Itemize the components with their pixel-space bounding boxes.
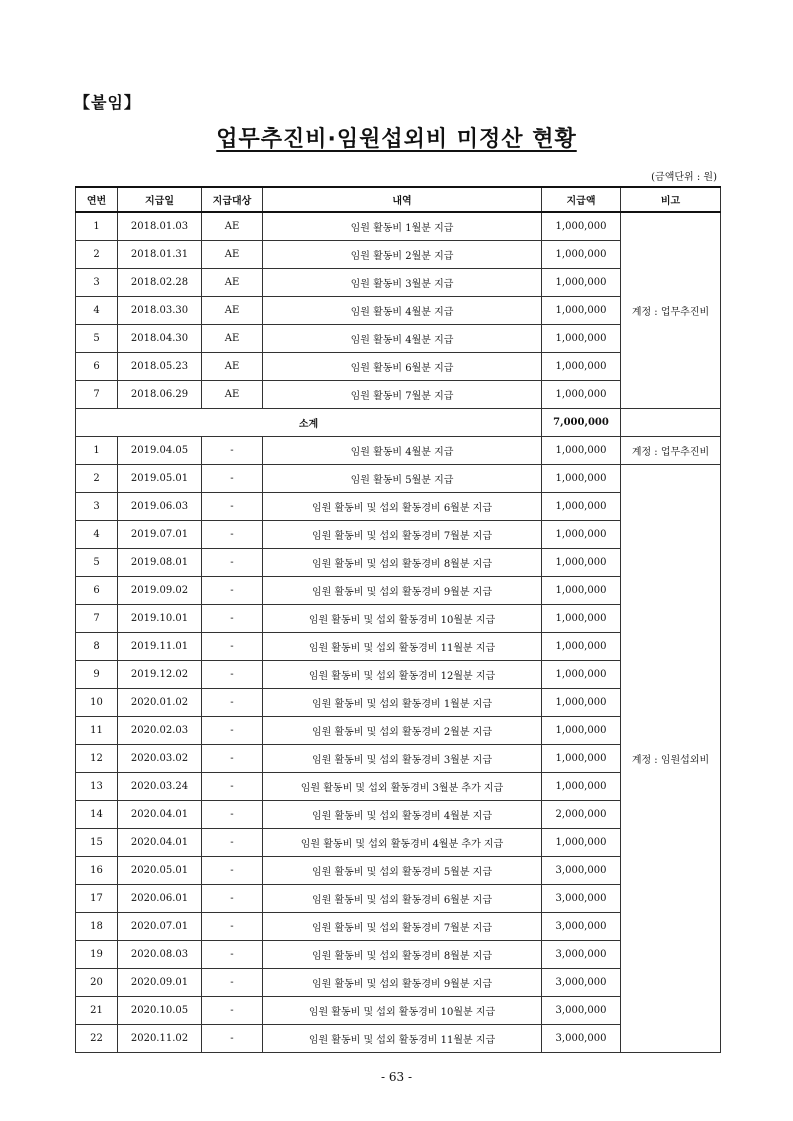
row-desc: 임원 활동비 5월분 지급 bbox=[263, 465, 542, 493]
row-date: 2020.01.02 bbox=[118, 689, 202, 717]
row-desc: 임원 활동비 및 섭외 활동경비 6월분 지급 bbox=[263, 493, 542, 521]
row-target: - bbox=[202, 885, 263, 913]
row-no: 9 bbox=[76, 661, 118, 689]
table-row bbox=[76, 465, 721, 493]
row-no: 3 bbox=[76, 269, 118, 297]
row-no: 4 bbox=[76, 297, 118, 325]
row-amount: 1,000,000 bbox=[542, 381, 621, 409]
row-no: 1 bbox=[76, 437, 118, 465]
row-remark: 계정 : 업무추진비 bbox=[621, 212, 721, 409]
row-desc: 임원 활동비 및 섭외 활동경비 10월분 지급 bbox=[263, 605, 542, 633]
row-no: 2 bbox=[76, 465, 118, 493]
row-date: 2020.07.01 bbox=[118, 913, 202, 941]
row-desc: 임원 활동비 및 섭외 활동경비 11월분 지급 bbox=[263, 1025, 542, 1053]
row-no: 22 bbox=[76, 1025, 118, 1053]
row-date: 2019.12.02 bbox=[118, 661, 202, 689]
row-date: 2019.07.01 bbox=[118, 521, 202, 549]
page-title-text: 업무추진비·임원섭외비 미정산 현황 bbox=[216, 127, 577, 152]
row-desc: 임원 활동비 및 섭외 활동경비 3월분 추가 지급 bbox=[263, 773, 542, 801]
row-no: 20 bbox=[76, 969, 118, 997]
row-amount: 1,000,000 bbox=[542, 269, 621, 297]
row-no: 3 bbox=[76, 493, 118, 521]
unit-note: (금액단위 : 원) bbox=[651, 172, 717, 183]
row-amount: 1,000,000 bbox=[542, 212, 621, 241]
row-no: 6 bbox=[76, 353, 118, 381]
subtotal-amount: 7,000,000 bbox=[542, 409, 621, 437]
row-target: - bbox=[202, 829, 263, 857]
row-target: - bbox=[202, 521, 263, 549]
row-target: - bbox=[202, 465, 263, 493]
row-no: 6 bbox=[76, 577, 118, 605]
row-target: AE bbox=[202, 241, 263, 269]
row-target: - bbox=[202, 773, 263, 801]
row-amount: 1,000,000 bbox=[542, 577, 621, 605]
row-no: 14 bbox=[76, 801, 118, 829]
row-no: 10 bbox=[76, 689, 118, 717]
row-no: 17 bbox=[76, 885, 118, 913]
row-target: AE bbox=[202, 212, 263, 241]
row-desc: 임원 활동비 및 섭외 활동경비 10월분 지급 bbox=[263, 997, 542, 1025]
row-date: 2018.03.30 bbox=[118, 297, 202, 325]
row-no: 7 bbox=[76, 381, 118, 409]
row-date: 2018.02.28 bbox=[118, 269, 202, 297]
row-date: 2019.11.01 bbox=[118, 633, 202, 661]
attachment-label: 【붙임】 bbox=[74, 93, 141, 112]
row-target: - bbox=[202, 689, 263, 717]
row-desc: 임원 활동비 및 섭외 활동경비 6월분 지급 bbox=[263, 885, 542, 913]
row-target: - bbox=[202, 1025, 263, 1053]
row-no: 15 bbox=[76, 829, 118, 857]
row-date: 2019.08.01 bbox=[118, 549, 202, 577]
row-target: - bbox=[202, 437, 263, 465]
row-no: 8 bbox=[76, 633, 118, 661]
row-amount: 1,000,000 bbox=[542, 633, 621, 661]
row-date: 2020.04.01 bbox=[118, 801, 202, 829]
row-amount: 1,000,000 bbox=[542, 745, 621, 773]
expense-table bbox=[75, 186, 721, 1053]
row-target: AE bbox=[202, 353, 263, 381]
row-date: 2018.01.03 bbox=[118, 212, 202, 241]
row-date: 2019.05.01 bbox=[118, 465, 202, 493]
row-target: AE bbox=[202, 269, 263, 297]
row-no: 18 bbox=[76, 913, 118, 941]
row-date: 2019.04.05 bbox=[118, 437, 202, 465]
table-row bbox=[76, 437, 721, 465]
row-target: AE bbox=[202, 325, 263, 353]
row-desc: 임원 활동비 1월분 지급 bbox=[263, 212, 542, 241]
row-amount: 3,000,000 bbox=[542, 941, 621, 969]
row-target: - bbox=[202, 745, 263, 773]
row-desc: 임원 활동비 및 섭외 활동경비 8월분 지급 bbox=[263, 549, 542, 577]
row-target: - bbox=[202, 969, 263, 997]
row-no: 11 bbox=[76, 717, 118, 745]
row-amount: 1,000,000 bbox=[542, 661, 621, 689]
row-amount: 1,000,000 bbox=[542, 465, 621, 493]
row-desc: 임원 활동비 및 섭외 활동경비 7월분 지급 bbox=[263, 913, 542, 941]
row-date: 2020.08.03 bbox=[118, 941, 202, 969]
row-amount: 1,000,000 bbox=[542, 353, 621, 381]
page-title bbox=[0, 122, 793, 153]
row-desc: 임원 활동비 및 섭외 활동경비 9월분 지급 bbox=[263, 577, 542, 605]
row-no: 7 bbox=[76, 605, 118, 633]
row-no: 21 bbox=[76, 997, 118, 1025]
row-amount: 3,000,000 bbox=[542, 997, 621, 1025]
row-desc: 임원 활동비 및 섭외 활동경비 4월분 지급 bbox=[263, 801, 542, 829]
row-target: - bbox=[202, 633, 263, 661]
row-amount: 3,000,000 bbox=[542, 857, 621, 885]
row-amount: 3,000,000 bbox=[542, 913, 621, 941]
row-date: 2019.10.01 bbox=[118, 605, 202, 633]
row-desc: 임원 활동비 및 섭외 활동경비 3월분 지급 bbox=[263, 745, 542, 773]
row-amount: 1,000,000 bbox=[542, 829, 621, 857]
header-row bbox=[76, 187, 721, 212]
row-amount: 1,000,000 bbox=[542, 773, 621, 801]
row-no: 5 bbox=[76, 549, 118, 577]
row-date: 2019.06.03 bbox=[118, 493, 202, 521]
row-amount: 1,000,000 bbox=[542, 437, 621, 465]
row-date: 2020.02.03 bbox=[118, 717, 202, 745]
header-amount: 지급액 bbox=[542, 187, 621, 212]
row-desc: 임원 활동비 및 섭외 활동경비 11월분 지급 bbox=[263, 633, 542, 661]
row-amount: 1,000,000 bbox=[542, 325, 621, 353]
row-date: 2018.05.23 bbox=[118, 353, 202, 381]
row-amount: 1,000,000 bbox=[542, 297, 621, 325]
row-desc: 임원 활동비 6월분 지급 bbox=[263, 353, 542, 381]
row-desc: 임원 활동비 및 섭외 활동경비 4월분 추가 지급 bbox=[263, 829, 542, 857]
subtotal-label: 소계 bbox=[76, 409, 542, 437]
row-date: 2020.09.01 bbox=[118, 969, 202, 997]
row-no: 13 bbox=[76, 773, 118, 801]
row-amount: 2,000,000 bbox=[542, 801, 621, 829]
row-desc: 임원 활동비 및 섭외 활동경비 12월분 지급 bbox=[263, 661, 542, 689]
row-date: 2020.11.02 bbox=[118, 1025, 202, 1053]
row-amount: 1,000,000 bbox=[542, 521, 621, 549]
row-amount: 1,000,000 bbox=[542, 549, 621, 577]
row-no: 1 bbox=[76, 212, 118, 241]
row-target: AE bbox=[202, 297, 263, 325]
row-desc: 임원 활동비 및 섭외 활동경비 8월분 지급 bbox=[263, 941, 542, 969]
row-desc: 임원 활동비 7월분 지급 bbox=[263, 381, 542, 409]
row-date: 2020.06.01 bbox=[118, 885, 202, 913]
header-no: 연번 bbox=[76, 187, 118, 212]
subtotal-remark bbox=[621, 409, 721, 437]
row-remark: 계정 : 임원섭외비 bbox=[621, 465, 721, 1053]
row-desc: 임원 활동비 2월분 지급 bbox=[263, 241, 542, 269]
row-desc: 임원 활동비 4월분 지급 bbox=[263, 325, 542, 353]
row-no: 5 bbox=[76, 325, 118, 353]
row-target: - bbox=[202, 493, 263, 521]
row-no: 16 bbox=[76, 857, 118, 885]
row-amount: 1,000,000 bbox=[542, 605, 621, 633]
row-target: - bbox=[202, 941, 263, 969]
row-date: 2020.05.01 bbox=[118, 857, 202, 885]
row-target: - bbox=[202, 577, 263, 605]
row-target: - bbox=[202, 857, 263, 885]
row-target: - bbox=[202, 661, 263, 689]
row-amount: 3,000,000 bbox=[542, 969, 621, 997]
row-desc: 임원 활동비 4월분 지급 bbox=[263, 297, 542, 325]
row-target: - bbox=[202, 801, 263, 829]
row-amount: 1,000,000 bbox=[542, 493, 621, 521]
row-date: 2018.01.31 bbox=[118, 241, 202, 269]
table-row bbox=[76, 212, 721, 241]
row-desc: 임원 활동비 및 섭외 활동경비 5월분 지급 bbox=[263, 857, 542, 885]
row-date: 2020.10.05 bbox=[118, 997, 202, 1025]
row-amount: 1,000,000 bbox=[542, 241, 621, 269]
row-desc: 임원 활동비 및 섭외 활동경비 7월분 지급 bbox=[263, 521, 542, 549]
row-amount: 1,000,000 bbox=[542, 717, 621, 745]
row-no: 19 bbox=[76, 941, 118, 969]
row-date: 2018.04.30 bbox=[118, 325, 202, 353]
row-target: - bbox=[202, 549, 263, 577]
row-amount: 3,000,000 bbox=[542, 1025, 621, 1053]
header-remark: 비고 bbox=[621, 187, 721, 212]
row-desc: 임원 활동비 4월분 지급 bbox=[263, 437, 542, 465]
row-target: - bbox=[202, 997, 263, 1025]
row-target: AE bbox=[202, 381, 263, 409]
row-target: - bbox=[202, 913, 263, 941]
row-amount: 1,000,000 bbox=[542, 689, 621, 717]
header-desc: 내역 bbox=[263, 187, 542, 212]
row-target: - bbox=[202, 717, 263, 745]
row-target: - bbox=[202, 605, 263, 633]
row-desc: 임원 활동비 및 섭외 활동경비 1월분 지급 bbox=[263, 689, 542, 717]
row-no: 4 bbox=[76, 521, 118, 549]
row-desc: 임원 활동비 및 섭외 활동경비 9월분 지급 bbox=[263, 969, 542, 997]
row-date: 2020.04.01 bbox=[118, 829, 202, 857]
row-desc: 임원 활동비 3월분 지급 bbox=[263, 269, 542, 297]
row-date: 2020.03.02 bbox=[118, 745, 202, 773]
row-remark: 계정 : 업무추진비 bbox=[621, 437, 721, 465]
header-target: 지급대상 bbox=[202, 187, 263, 212]
page-number: - 63 - bbox=[380, 1070, 412, 1084]
row-date: 2020.03.24 bbox=[118, 773, 202, 801]
row-desc: 임원 활동비 및 섭외 활동경비 2월분 지급 bbox=[263, 717, 542, 745]
row-amount: 3,000,000 bbox=[542, 885, 621, 913]
row-date: 2019.09.02 bbox=[118, 577, 202, 605]
subtotal-row bbox=[76, 409, 721, 437]
header-date: 지급일 bbox=[118, 187, 202, 212]
row-no: 12 bbox=[76, 745, 118, 773]
row-no: 2 bbox=[76, 241, 118, 269]
row-date: 2018.06.29 bbox=[118, 381, 202, 409]
